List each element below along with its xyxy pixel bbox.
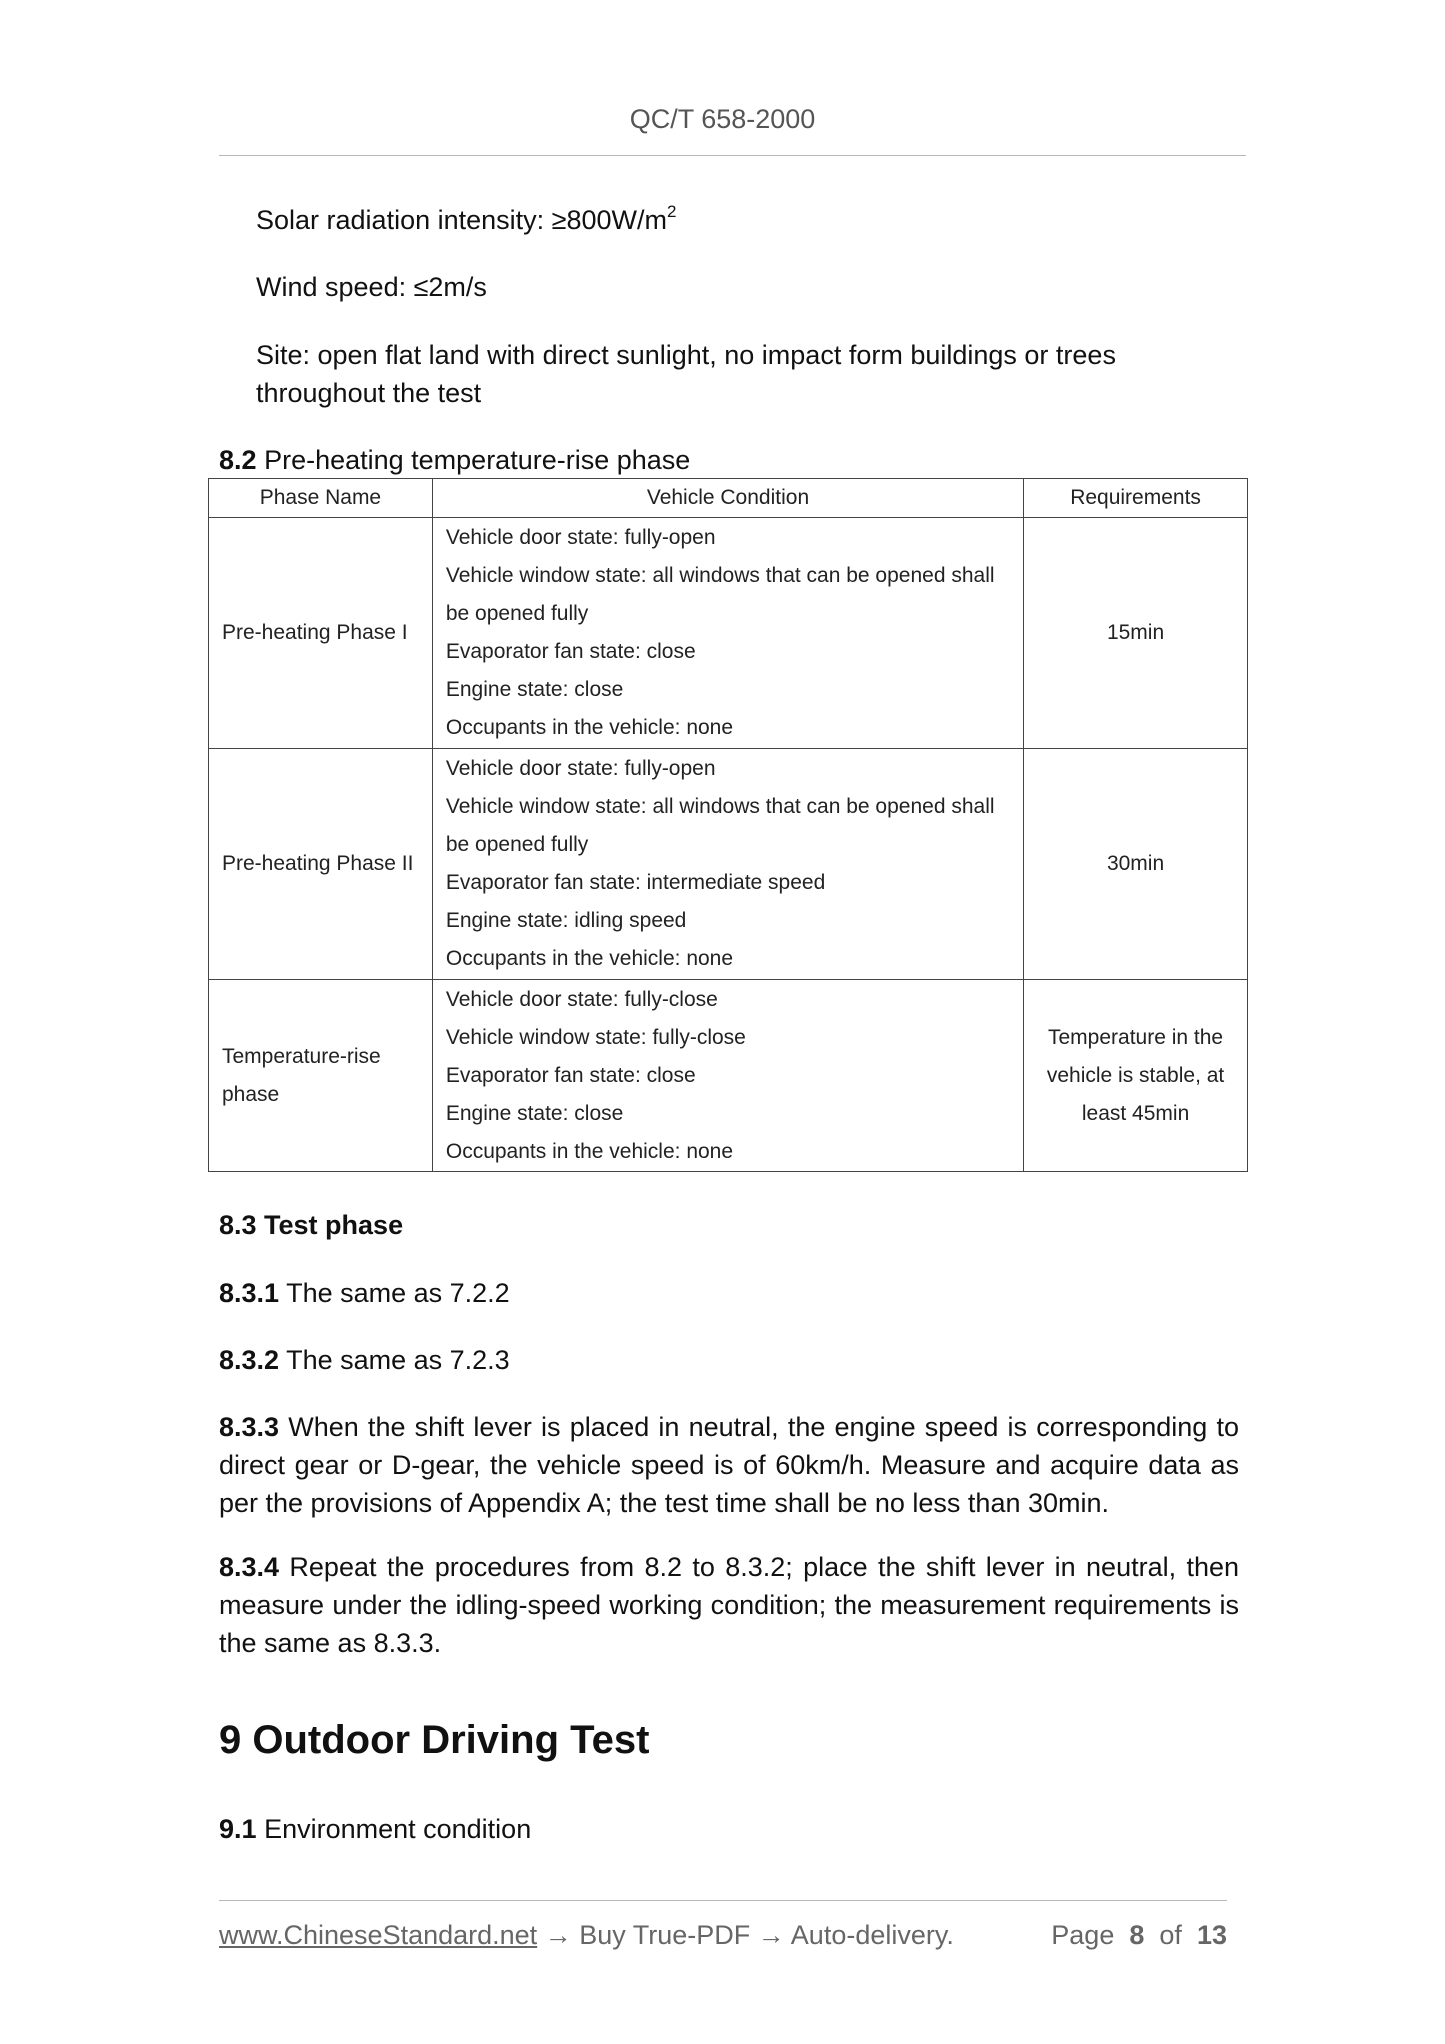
clause-8-3-3 <box>219 1408 1239 1522</box>
site-line: Site: open flat land with direct sunlight, no impact form buildings or trees throughout the test <box>256 340 1116 408</box>
header-vehicle-condition: Vehicle Condition <box>432 479 1023 518</box>
clause-8-3-3-text: When the shift lever is placed in neutral, the engine speed is corresponding to direct gear or D-gear, the vehicle speed is of 60km/h. Measure and acquire data as per the provisions of Appendix A; the test time shall be no less than 30min. <box>219 1412 1239 1518</box>
arrow-right-icon: → <box>757 1920 785 1950</box>
condition-line: Occupants in the vehicle: none <box>445 1139 734 1163</box>
page-total: 13 <box>1196 1920 1227 1950</box>
clause-8-3-4 <box>219 1548 1239 1662</box>
section-8-2-heading <box>219 441 1219 479</box>
table-row <box>209 518 1248 749</box>
phase-name-cell: Temperature-rise phase <box>209 980 433 1172</box>
condition-line: Vehicle door state: fully-close <box>445 987 718 1011</box>
section-8-3-heading: 8.3 Test phase <box>219 1210 404 1240</box>
clause-9-1 <box>219 1810 1219 1848</box>
clause-8-3-1-number: 8.3.1 <box>219 1278 280 1308</box>
condition-line: Engine state: close <box>445 678 624 701</box>
condition-cell <box>432 518 1023 749</box>
clause-8-3-3-number: 8.3.3 <box>219 1412 280 1442</box>
wind-speed-line: Wind speed: ≤2m/s <box>256 272 487 302</box>
clause-8-3-4-text: Repeat the procedures from 8.2 to 8.3.2; place the shift lever in neutral, then measure under the idling-speed working condition; the measurement requirements is the same as 8.3.3. <box>219 1552 1239 1658</box>
website-link[interactable]: www.ChineseStandard.net <box>219 1920 538 1950</box>
requirement-cell: 30min <box>1024 749 1248 980</box>
page-label: Page <box>1051 1920 1115 1950</box>
document-code-header: QC/T 658-2000 <box>629 104 816 134</box>
clause-8-3-2-text: The same as 7.2.3 <box>286 1345 510 1375</box>
condition-cell <box>432 980 1023 1172</box>
footer-divider <box>219 1900 1227 1901</box>
phase-table <box>208 478 1248 1172</box>
condition-line: Engine state: close <box>445 1101 624 1125</box>
condition-line: Occupants in the vehicle: none <box>445 947 734 970</box>
page-number: 8 <box>1129 1920 1145 1950</box>
clause-8-3-2 <box>219 1341 1239 1379</box>
clause-8-3-2-number: 8.3.2 <box>219 1345 280 1375</box>
requirement-cell: 15min <box>1024 518 1248 749</box>
condition-cell <box>432 749 1023 980</box>
page-indicator <box>1051 1920 1227 1951</box>
condition-line: Vehicle door state: fully-open <box>445 757 716 780</box>
buy-true-pdf-link[interactable]: Buy True-PDF <box>579 1920 751 1950</box>
requirement-cell: Temperature in the vehicle is stable, at least 45min <box>1024 980 1248 1172</box>
section-8-2-number: 8.2 <box>219 445 257 475</box>
condition-line: Vehicle window state: all windows that can be opened shall be opened fully <box>445 795 995 856</box>
table-row <box>209 980 1248 1172</box>
header-requirements: Requirements <box>1024 479 1248 518</box>
condition-line: Engine state: idling speed <box>445 909 687 932</box>
condition-line: Occupants in the vehicle: none <box>445 716 734 739</box>
footer <box>219 1920 1227 1951</box>
clause-9-1-text: Environment condition <box>264 1814 532 1844</box>
condition-line: Vehicle door state: fully-open <box>445 526 716 549</box>
phase-name-cell: Pre-heating Phase II <box>209 749 433 980</box>
of-label: of <box>1159 1920 1182 1950</box>
header-phase-name: Phase Name <box>209 479 433 518</box>
condition-line: Evaporator fan state: close <box>445 640 696 663</box>
table-header-row <box>209 479 1248 518</box>
condition-line: Evaporator fan state: close <box>445 1063 696 1087</box>
condition-line: Vehicle window state: all windows that can be opened shall be opened fully <box>445 564 995 625</box>
section-8-2-title: Pre-heating temperature-rise phase <box>264 445 691 475</box>
auto-delivery-text: Auto-delivery. <box>790 1920 954 1950</box>
clause-8-3-1-text: The same as 7.2.2 <box>286 1278 510 1308</box>
clause-8-3-4-number: 8.3.4 <box>219 1552 280 1582</box>
solar-radiation-line <box>256 201 1246 239</box>
section-9-heading: 9 Outdoor Driving Test <box>219 1718 650 1762</box>
arrow-right-icon: → <box>544 1920 572 1950</box>
clause-8-3-1 <box>219 1274 1239 1312</box>
solar-superscript: 2 <box>667 202 677 221</box>
clause-9-1-number: 9.1 <box>219 1814 257 1844</box>
condition-line: Vehicle window state: fully-close <box>445 1025 746 1049</box>
header-divider <box>219 155 1246 156</box>
solar-label: Solar radiation intensity: <box>256 205 552 235</box>
phase-name-cell: Pre-heating Phase I <box>209 518 433 749</box>
condition-line: Evaporator fan state: intermediate speed <box>445 871 826 894</box>
solar-value: ≥800W/m <box>551 205 667 235</box>
table-row <box>209 749 1248 980</box>
